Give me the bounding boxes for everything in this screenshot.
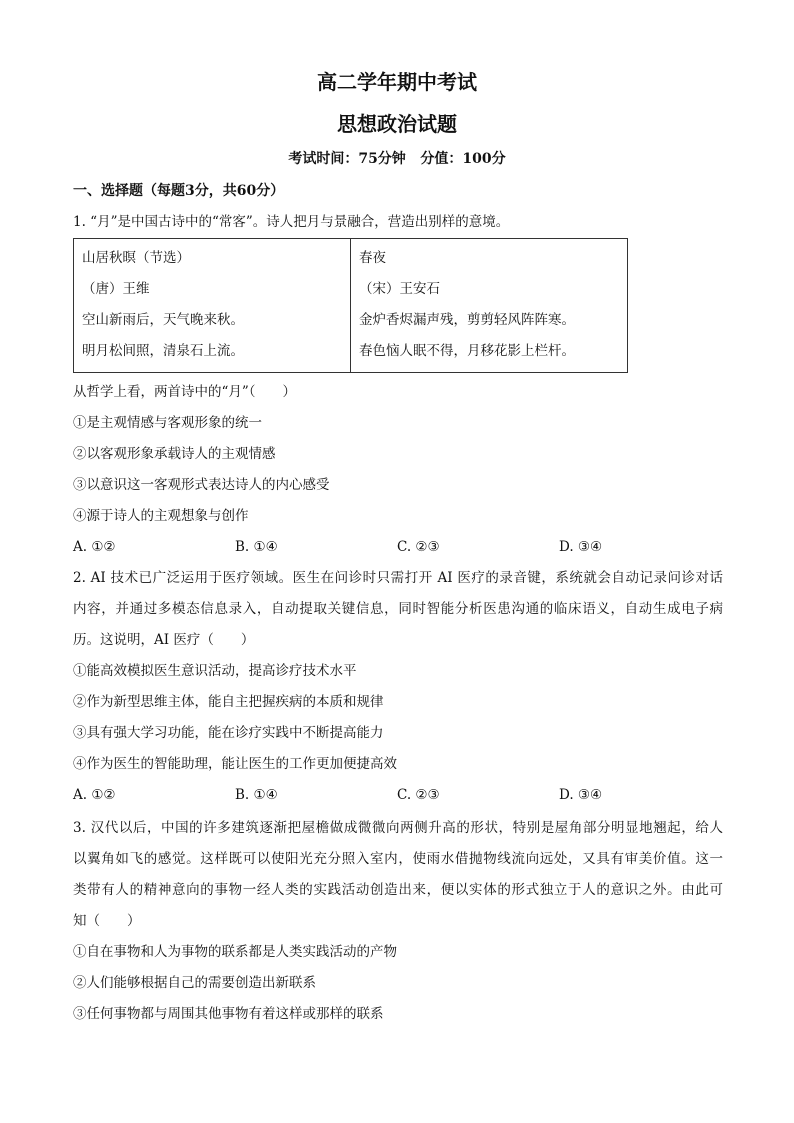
q3-statement: ③任何事物都与周围其他事物有着这样或那样的联系 bbox=[73, 1006, 384, 1022]
option-a: A. ①② bbox=[73, 787, 116, 803]
q2-statement: ③具有强大学习功能，能在诊疗实践中不断提高能力 bbox=[73, 725, 384, 741]
q3-stem-line: 知（ ） bbox=[73, 913, 141, 929]
option-c: C. ②③ bbox=[397, 539, 440, 555]
q1-statement: ③以意识这一客观形式表达诗人的内心感受 bbox=[73, 477, 330, 493]
poem-left-author: （唐）王维 bbox=[82, 281, 150, 297]
q1-statement: ④源于诗人的主观想象与创作 bbox=[73, 508, 249, 524]
poem-right-title: 春夜 bbox=[359, 250, 386, 266]
q1-options bbox=[73, 538, 723, 556]
q3-stem-line: 类带有人的精神意向的事物一经人类的实践活动创造出来，便以实体的形式独立于人的意识之外。由此可 bbox=[73, 882, 723, 898]
option-d: D. ③④ bbox=[559, 787, 603, 803]
option-c: C. ②③ bbox=[397, 787, 440, 803]
exam-info: 考试时间：75分钟 分值：100分 bbox=[288, 151, 506, 167]
poem-right-author: （宋）王安石 bbox=[359, 281, 440, 297]
q3-stem-line: 以翼角如飞的感觉。这样既可以使阳光充分照入室内，使雨水借抛物线流向远处，又具有审美价值。这一 bbox=[73, 851, 723, 867]
poem-right-verse: 春色恼人眠不得，月移花影上栏杆。 bbox=[359, 343, 575, 359]
poem-left-title: 山居秋暝（节选） bbox=[82, 250, 190, 266]
q2-stem-line: 内容，并通过多模态信息录入，自动提取关键信息，同时智能分析医患沟通的临床语义，自动生成电子病 bbox=[73, 601, 723, 617]
poem-left bbox=[74, 239, 350, 372]
q2-stem-line: 历。这说明，AI 医疗（ ） bbox=[73, 632, 255, 648]
subject-title: 思想政治试题 bbox=[337, 112, 457, 136]
q3-stem-line: 3. 汉代以后，中国的许多建筑逐渐把屋檐做成微微向两侧升高的形状，特别是屋角部分明显地翘起，给人 bbox=[73, 820, 723, 836]
q2-options bbox=[73, 786, 723, 804]
poem-left-verse: 空山新雨后，天气晚来秋。 bbox=[82, 312, 244, 328]
option-a: A. ①② bbox=[73, 539, 116, 555]
poem-right-verse: 金炉香烬漏声残，剪剪轻风阵阵寒。 bbox=[359, 312, 575, 328]
q3-statement: ②人们能够根据自己的需要创造出新联系 bbox=[73, 975, 316, 991]
poem-right bbox=[350, 239, 627, 372]
poem-left-verse: 明月松间照，清泉石上流。 bbox=[82, 343, 244, 359]
q2-statement: ②作为新型思维主体，能自主把握疾病的本质和规律 bbox=[73, 694, 384, 710]
q2-statement: ④作为医生的智能助理，能让医生的工作更加便捷高效 bbox=[73, 756, 397, 772]
q2-stem-line: 2. AI 技术已广泛运用于医疗领域。医生在问诊时只需打开 AI 医疗的录音键，系统就会自动记录问诊对话 bbox=[73, 570, 723, 586]
q1-statement: ①是主观情感与客观形象的统一 bbox=[73, 415, 262, 431]
poem-table bbox=[73, 238, 628, 373]
q1-statement: ②以客观形象承载诗人的主观情感 bbox=[73, 446, 276, 462]
option-b: B. ①④ bbox=[235, 539, 278, 555]
option-b: B. ①④ bbox=[235, 787, 278, 803]
option-d: D. ③④ bbox=[559, 539, 603, 555]
q1-stem: 1. “月”是中国古诗中的“常客”。诗人把月与景融合，营造出别样的意境。 bbox=[73, 214, 510, 230]
q3-statement: ①自在事物和人为事物的联系都是人类实践活动的产物 bbox=[73, 944, 397, 960]
exam-title: 高二学年期中考试 bbox=[317, 70, 477, 94]
section-title: 一、选择题（每题3分，共60分） bbox=[73, 183, 285, 199]
q2-statement: ①能高效模拟医生意识活动，提高诊疗技术水平 bbox=[73, 663, 357, 679]
q1-question: 从哲学上看，两首诗中的“月”（ ） bbox=[73, 384, 297, 400]
